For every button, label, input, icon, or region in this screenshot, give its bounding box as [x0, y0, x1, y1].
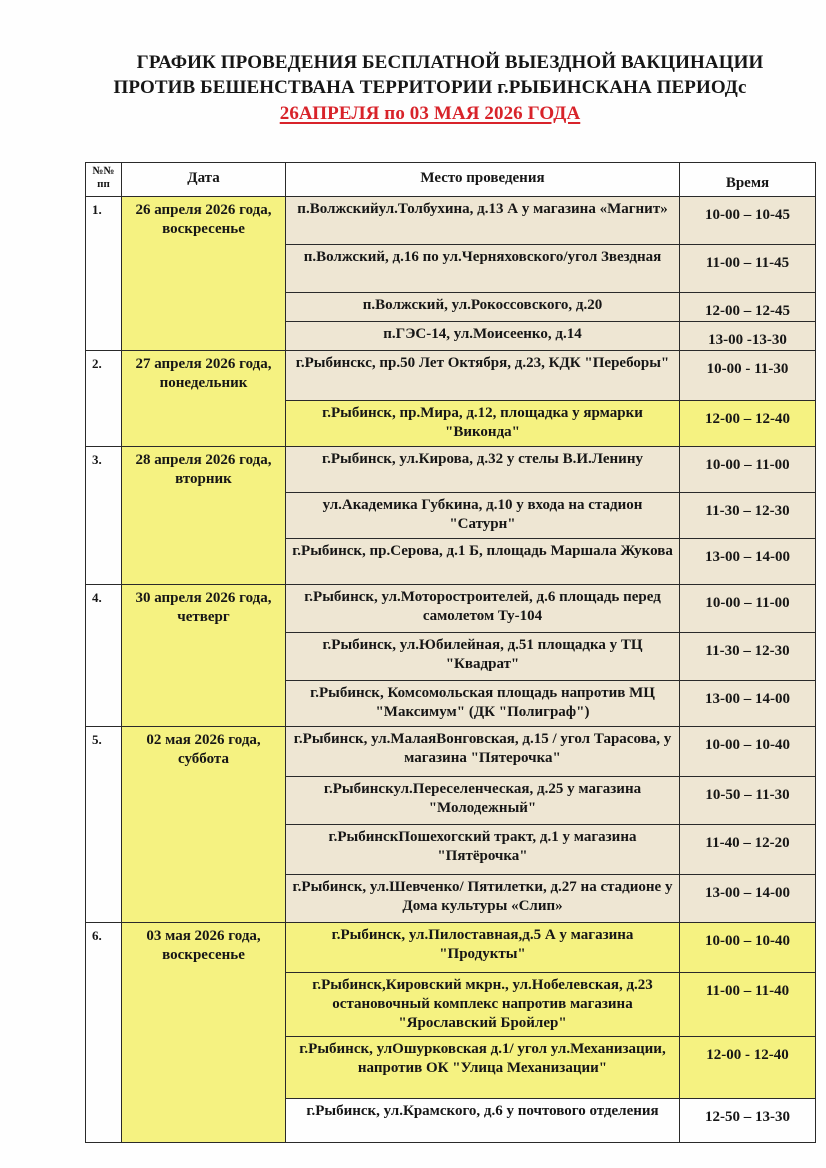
time-cell: 10-00 - 11-30 — [680, 351, 816, 401]
table-row — [86, 447, 816, 493]
time-cell: 11-40 – 12-20 — [680, 825, 816, 875]
time-cell: 13-00 – 14-00 — [680, 681, 816, 727]
time-cell: 13-00 – 14-00 — [680, 539, 816, 585]
place-cell: п.Волжский, ул.Рокоссовского, д.20 — [286, 293, 680, 322]
place-cell: г.Рыбинск, пр.Мира, д.12, площадка у ярмарки "Виконда" — [286, 401, 680, 447]
date-cell: 28 апреля 2026 года, вторник — [122, 447, 286, 585]
row-number: 5. — [86, 727, 122, 923]
table-header-row — [86, 163, 816, 197]
place-cell: г.Рыбинск, ул.Крамского, д.6 у почтового отделения — [286, 1099, 680, 1143]
row-number: 6. — [86, 923, 122, 1143]
time-cell: 13-00 -13-30 — [680, 322, 816, 351]
column-header-number: №№ пп — [86, 163, 122, 197]
time-cell: 11-30 – 12-30 — [680, 633, 816, 681]
column-header-time: Время — [680, 163, 816, 197]
time-cell: 11-00 – 11-45 — [680, 245, 816, 293]
place-cell: г.Рыбинск, ул.Кирова, д.32 у стелы В.И.Ленину — [286, 447, 680, 493]
document-title-line-2: ПРОТИВ БЕШЕНСТВАНА ТЕРРИТОРИИ г.РЫБИНСКАНА ПЕРИОДс — [113, 77, 747, 98]
time-cell: 12-00 – 12-45 — [680, 293, 816, 322]
time-cell: 10-50 – 11-30 — [680, 777, 816, 825]
table-row — [86, 727, 816, 777]
column-header-date: Дата — [122, 163, 286, 197]
schedule-body — [86, 197, 816, 1143]
document-title-line-1: ГРАФИК ПРОВЕДЕНИЯ БЕСПЛАТНОЙ ВЫЕЗДНОЙ ВАКЦИНАЦИИ — [136, 52, 764, 73]
time-cell: 12-50 – 13-30 — [680, 1099, 816, 1143]
place-cell: г.Рыбинскс, пр.50 Лет Октября, д.23, КДК "Переборы" — [286, 351, 680, 401]
date-cell: 27 апреля 2026 года, понедельник — [122, 351, 286, 447]
time-cell: 10-00 – 11-00 — [680, 585, 816, 633]
row-number: 1. — [86, 197, 122, 351]
place-cell: п.Волжскийул.Толбухина, д.13 А у магазина «Магнит» — [286, 197, 680, 245]
row-number: 3. — [86, 447, 122, 585]
place-cell: г.Рыбинск,Кировский мкрн., ул.Нобелевская, д.23 остановочный комплекс напротив магазина "Ярославский Бройлер" — [286, 973, 680, 1037]
date-cell: 26 апреля 2026 года, воскресенье — [122, 197, 286, 351]
place-cell: г.Рыбинск, ул.Пилоставная,д.5 А у магазина "Продукты" — [286, 923, 680, 973]
row-number: 4. — [86, 585, 122, 727]
place-cell: п.Волжский, д.16 по ул.Черняховского/угол Звездная — [286, 245, 680, 293]
place-cell: г.Рыбинск, ул.Юбилейная, д.51 площадка у ТЦ "Квадрат" — [286, 633, 680, 681]
time-cell: 11-00 – 11-40 — [680, 973, 816, 1037]
place-cell: п.ГЭС-14, ул.Моисеенко, д.14 — [286, 322, 680, 351]
vaccination-schedule-table — [85, 162, 816, 1143]
document-period: 26АПРЕЛЯ по 03 МАЯ 2026 ГОДА — [279, 103, 581, 124]
place-cell: г.Рыбинскул.Переселенческая, д.25 у магазина "Молодежный" — [286, 777, 680, 825]
time-cell: 10-00 – 10-40 — [680, 727, 816, 777]
time-cell: 12-00 – 12-40 — [680, 401, 816, 447]
date-cell: 03 мая 2026 года, воскресенье — [122, 923, 286, 1143]
time-cell: 10-00 – 11-00 — [680, 447, 816, 493]
time-cell: 12-00 - 12-40 — [680, 1037, 816, 1099]
table-row — [86, 585, 816, 633]
time-cell: 13-00 – 14-00 — [680, 875, 816, 923]
place-cell: г.Рыбинск, улОшурковская д.1/ угол ул.Механизации, напротив ОК "Улица Механизации" — [286, 1037, 680, 1099]
place-cell: г.РыбинскПошехогский тракт, д.1 у магазина "Пятёрочка" — [286, 825, 680, 875]
table-row — [86, 923, 816, 973]
date-cell: 02 мая 2026 года, суббота — [122, 727, 286, 923]
time-cell: 10-00 – 10-45 — [680, 197, 816, 245]
time-cell: 11-30 – 12-30 — [680, 493, 816, 539]
table-row — [86, 197, 816, 245]
place-cell: ул.Академика Губкина, д.10 у входа на стадион "Сатурн" — [286, 493, 680, 539]
place-cell: г.Рыбинск, ул.МалаяВонговская, д.15 / угол Тарасова, у магазина "Пятерочка" — [286, 727, 680, 777]
place-cell: г.Рыбинск, ул.Моторостроителей, д.6 площадь перед самолетом Ту-104 — [286, 585, 680, 633]
place-cell: г.Рыбинск, Комсомольская площадь напротив МЦ "Максимум" (ДК "Полиграф") — [286, 681, 680, 727]
table-row — [86, 351, 816, 401]
place-cell: г.Рыбинск, ул.Шевченко/ Пятилетки, д.27 на стадионе у Дома культуры «Слип» — [286, 875, 680, 923]
row-number: 2. — [86, 351, 122, 447]
date-cell: 30 апреля 2026 года, четверг — [122, 585, 286, 727]
column-header-place: Место проведения — [286, 163, 680, 197]
time-cell: 10-00 – 10-40 — [680, 923, 816, 973]
place-cell: г.Рыбинск, пр.Серова, д.1 Б, площадь Маршала Жукова — [286, 539, 680, 585]
